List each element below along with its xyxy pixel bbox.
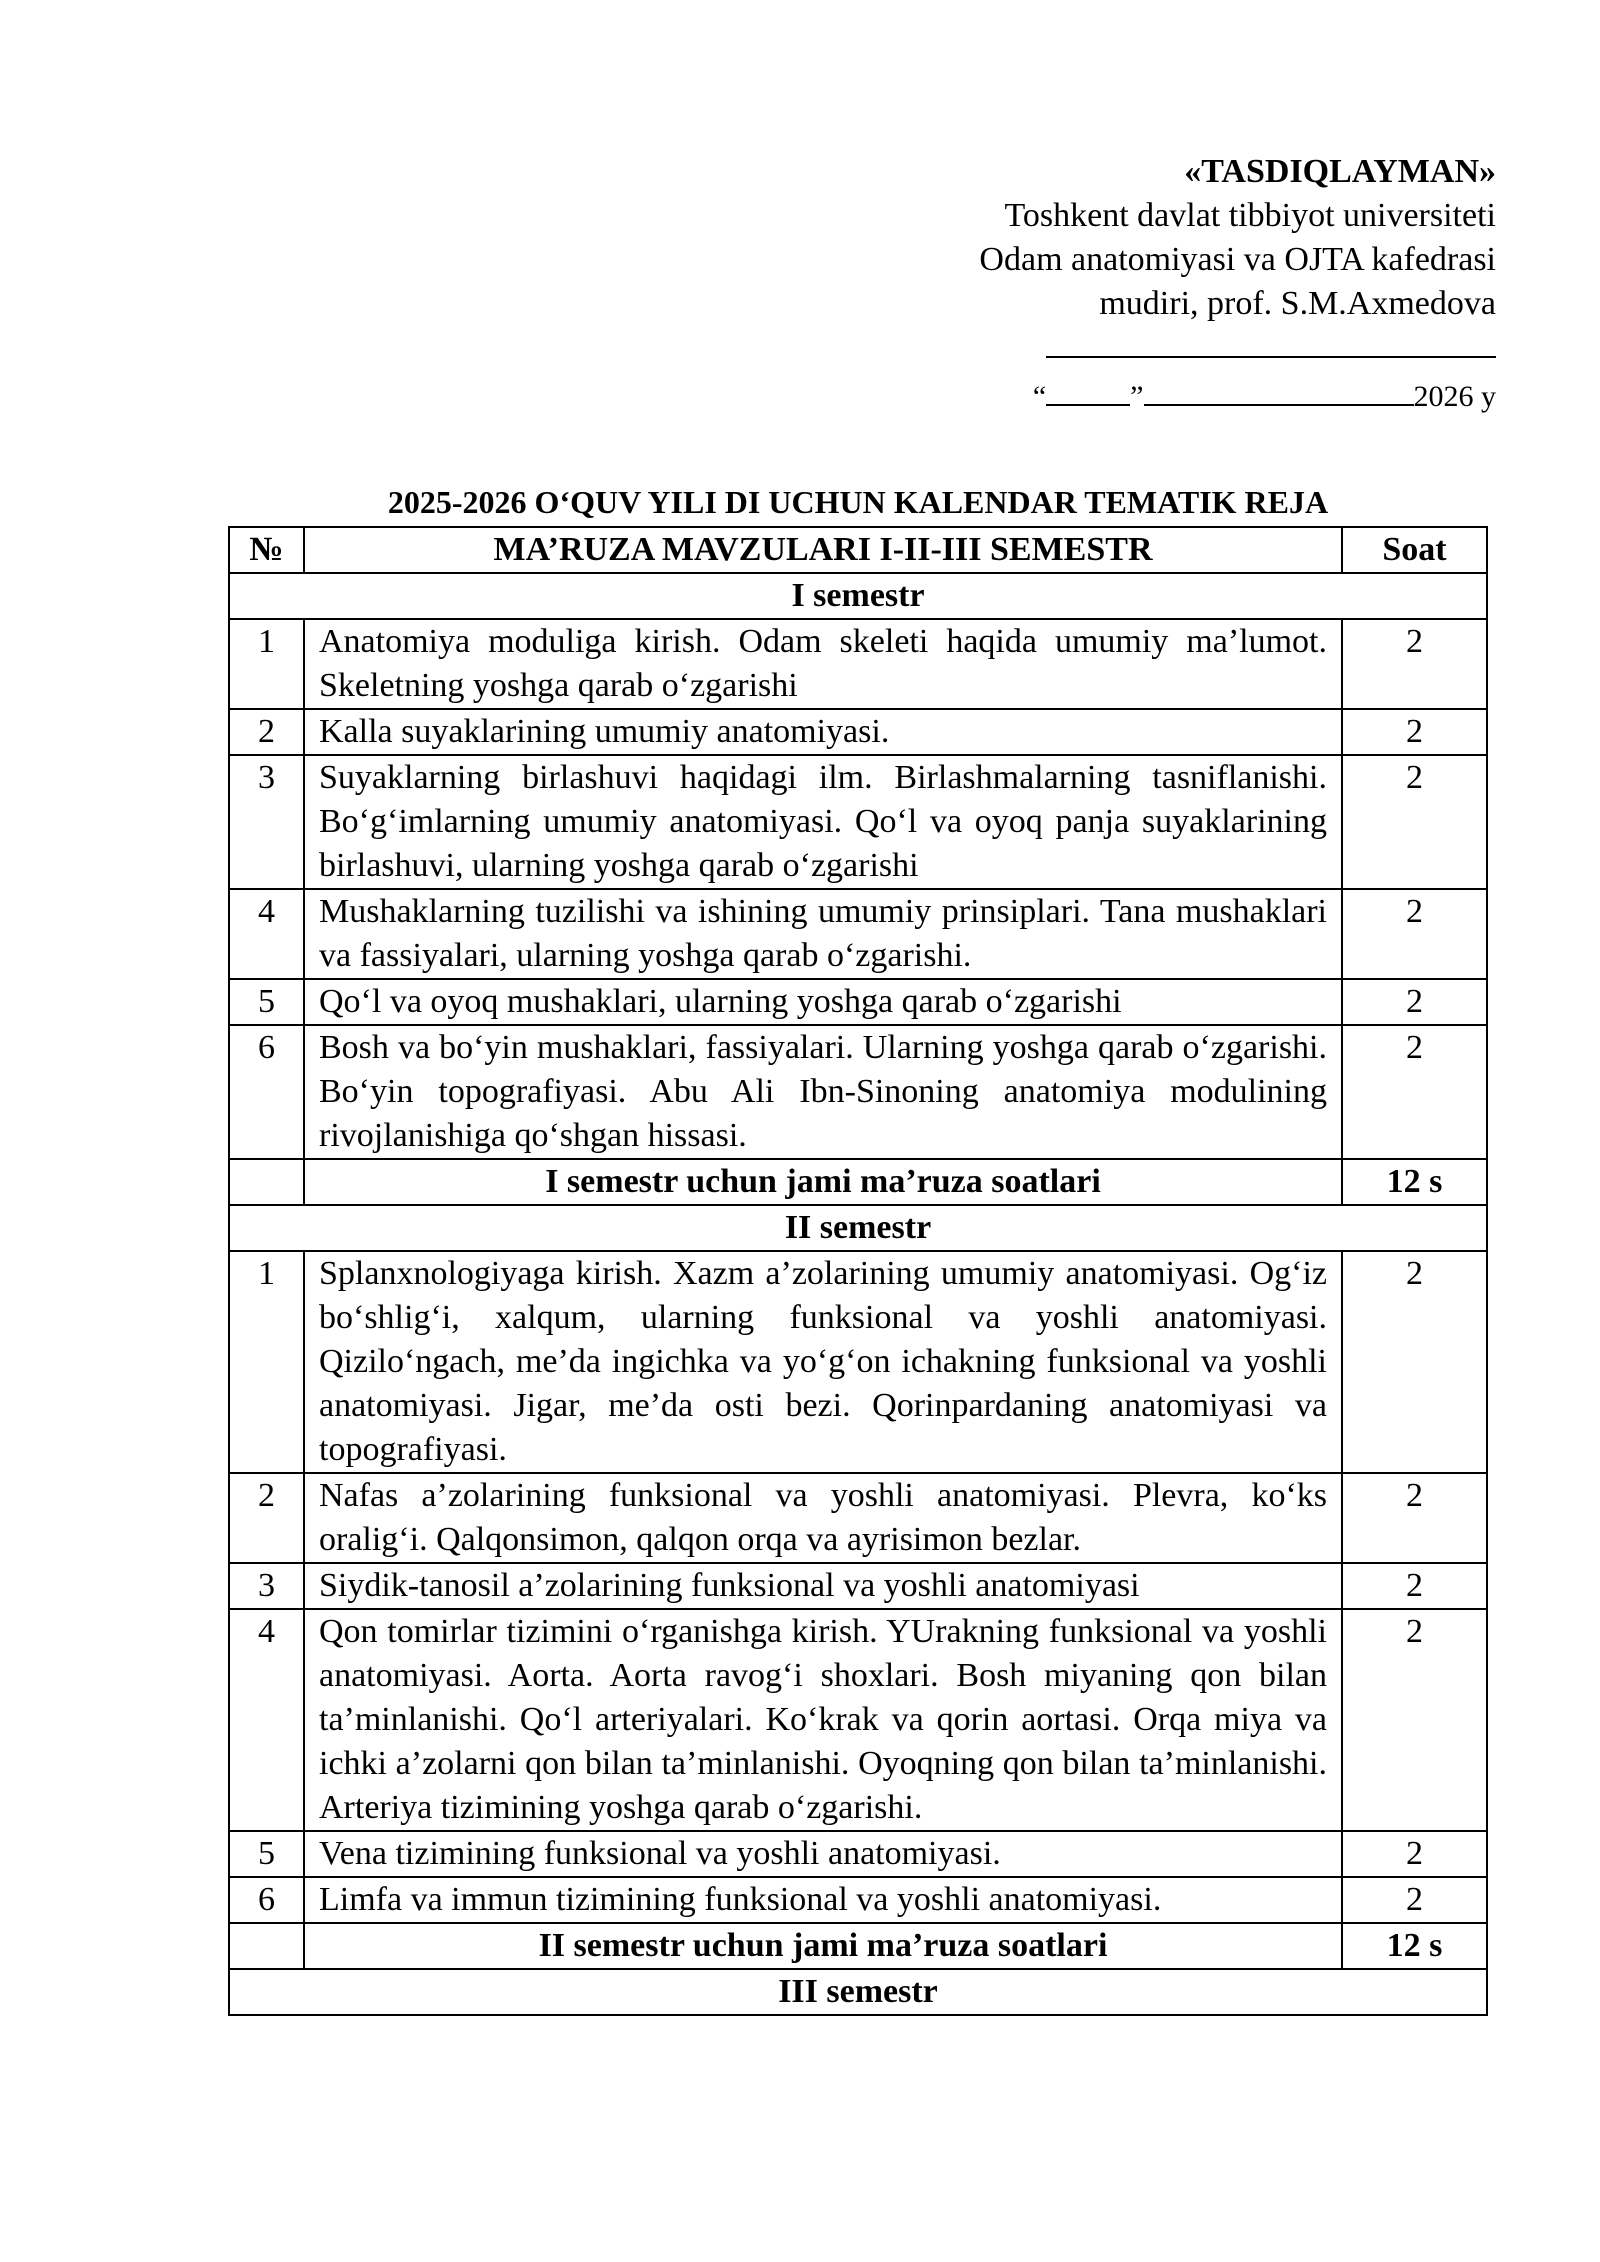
total-label: I semestr uchun jami ma’ruza soatlari	[304, 1159, 1342, 1205]
row-number: 2	[229, 709, 304, 755]
row-topic: Vena tizimining funksional va yoshli anatomiyasi.	[304, 1831, 1342, 1877]
semester-total-row	[229, 1159, 1487, 1205]
table-row	[229, 709, 1487, 755]
approval-university: Toshkent davlat tibbiyot universiteti	[1004, 197, 1496, 234]
row-hours: 2	[1342, 889, 1487, 979]
lecture-plan-table	[228, 526, 1488, 2016]
table-header-row	[229, 527, 1487, 573]
table-row	[229, 619, 1487, 709]
date-year: 2026 y	[1413, 380, 1496, 413]
row-topic: Limfa va immun tizimining funksional va yoshli anatomiyasi.	[304, 1877, 1342, 1923]
row-number: 4	[229, 1609, 304, 1831]
month-blank-line	[1144, 378, 1414, 406]
row-number: 3	[229, 1563, 304, 1609]
row-hours: 2	[1342, 1831, 1487, 1877]
row-hours: 2	[1342, 1025, 1487, 1159]
row-number: 1	[229, 1251, 304, 1473]
row-topic: Qon tomirlar tizimini o‘rganishga kirish. YUrakning funksional va yoshli anatomiyasi. Aorta. Aorta ravog‘i shoxlari. Bosh miyaning qon bilan ta’minlanishi. Qo‘l arteriyalari. Ko‘krak va qorin aortasi. Orqa miya va ichki a’zolarni qon bilan ta’minlanishi. Oyoqning qon bilan ta’minlanishi. Arteriya tizimining yoshga qarab o‘zgarishi.	[304, 1609, 1342, 1831]
semester-heading-row	[229, 1205, 1487, 1251]
table-row	[229, 755, 1487, 889]
row-number: 5	[229, 1831, 304, 1877]
row-number: 6	[229, 1877, 304, 1923]
total-hours: 12 s	[1342, 1159, 1487, 1205]
table-row	[229, 1563, 1487, 1609]
date-close-quote: ”	[1130, 380, 1144, 413]
row-topic: Suyaklarning birlashuvi haqidagi ilm. Birlashmalarning tasniflanishi. Bo‘g‘imlarning umumiy anatomiyasi. Qo‘l va oyoq panja suyaklarining birlashuvi, ularning yoshga qarab o‘zgarishi	[304, 755, 1342, 889]
row-hours: 2	[1342, 979, 1487, 1025]
table-row	[229, 1831, 1487, 1877]
table-row	[229, 889, 1487, 979]
table-row	[229, 1609, 1487, 1831]
row-number: 5	[229, 979, 304, 1025]
total-label: II semestr uchun jami ma’ruza soatlari	[304, 1923, 1342, 1969]
total-hours: 12 s	[1342, 1923, 1487, 1969]
row-number: 2	[229, 1473, 304, 1563]
row-topic: Splanxnologiyaga kirish. Xazm a’zolarining umumiy anatomiyasi. Og‘iz bo‘shlig‘i, xalqum, ularning funksional va yoshli anatomiyasi. Qizilo‘ngach, me’da ingichka va yo‘g‘on ichakning funksional va yoshli anatomiyasi. Jigar, me’da osti bezi. Qorinpardaning anatomiyasi va topografiyasi.	[304, 1251, 1342, 1473]
row-hours: 2	[1342, 755, 1487, 889]
header-topics: MA’RUZA MAVZULARI I-II-III SEMESTR	[304, 527, 1342, 573]
row-topic: Bosh va bo‘yin mushaklari, fassiyalari. Ularning yoshga qarab o‘zgarishi. Bo‘yin topografiyasi. Abu Ali Ibn-Sinoning anatomiya modulining rivojlanishiga qo‘shgan hissasi.	[304, 1025, 1342, 1159]
row-hours: 2	[1342, 1251, 1487, 1473]
row-topic: Qo‘l va oyoq mushaklari, ularning yoshga qarab o‘zgarishi	[304, 979, 1342, 1025]
row-hours: 2	[1342, 1877, 1487, 1923]
row-number: 1	[229, 619, 304, 709]
row-hours: 2	[1342, 1609, 1487, 1831]
total-empty-cell	[229, 1159, 304, 1205]
date-open-quote: “	[1032, 380, 1047, 413]
row-number: 4	[229, 889, 304, 979]
table-row	[229, 1473, 1487, 1563]
table-row	[229, 1877, 1487, 1923]
semester-title: III semestr	[229, 1969, 1487, 2015]
header-hours: Soat	[1342, 527, 1487, 573]
approval-block	[796, 150, 1496, 420]
signature-line	[1046, 336, 1496, 358]
approval-department: Odam anatomiyasi va OJTA kafedrasi	[979, 241, 1496, 278]
table-row	[229, 979, 1487, 1025]
row-hours: 2	[1342, 709, 1487, 755]
semester-total-row	[229, 1923, 1487, 1969]
semester-title: II semestr	[229, 1205, 1487, 1251]
approval-heading: «TASDIQLAYMAN»	[1184, 153, 1496, 190]
table-row	[229, 1025, 1487, 1159]
semester-heading-row	[229, 1969, 1487, 2015]
row-hours: 2	[1342, 1473, 1487, 1563]
table-row	[229, 1251, 1487, 1473]
approval-date-row	[796, 374, 1496, 420]
row-topic: Nafas a’zolarining funksional va yoshli anatomiyasi. Plevra, ko‘ks oralig‘i. Qalqonsimon, qalqon orqa va ayrisimon bezlar.	[304, 1473, 1342, 1563]
header-number: №	[229, 527, 304, 573]
approval-head-name: mudiri, prof. S.M.Axmedova	[1099, 285, 1496, 322]
row-topic: Kalla suyaklarining umumiy anatomiyasi.	[304, 709, 1342, 755]
semester-heading-row	[229, 573, 1487, 619]
row-number: 6	[229, 1025, 304, 1159]
row-number: 3	[229, 755, 304, 889]
row-hours: 2	[1342, 1563, 1487, 1609]
row-topic: Mushaklarning tuzilishi va ishining umumiy prinsiplari. Tana mushaklari va fassiyalari, ularning yoshga qarab o‘zgarishi.	[304, 889, 1342, 979]
semester-title: I semestr	[229, 573, 1487, 619]
row-topic: Siydik-tanosil a’zolarining funksional va yoshli anatomiyasi	[304, 1563, 1342, 1609]
total-empty-cell	[229, 1923, 304, 1969]
row-hours: 2	[1342, 619, 1487, 709]
document-title: 2025-2026 O‘QUV YILI DI UCHUN KALENDAR TEMATIK REJA	[387, 484, 1329, 520]
row-topic: Anatomiya moduliga kirish. Odam skeleti haqida umumiy ma’lumot. Skeletning yoshga qarab o‘zgarishi	[304, 619, 1342, 709]
day-blank-line	[1046, 378, 1130, 406]
